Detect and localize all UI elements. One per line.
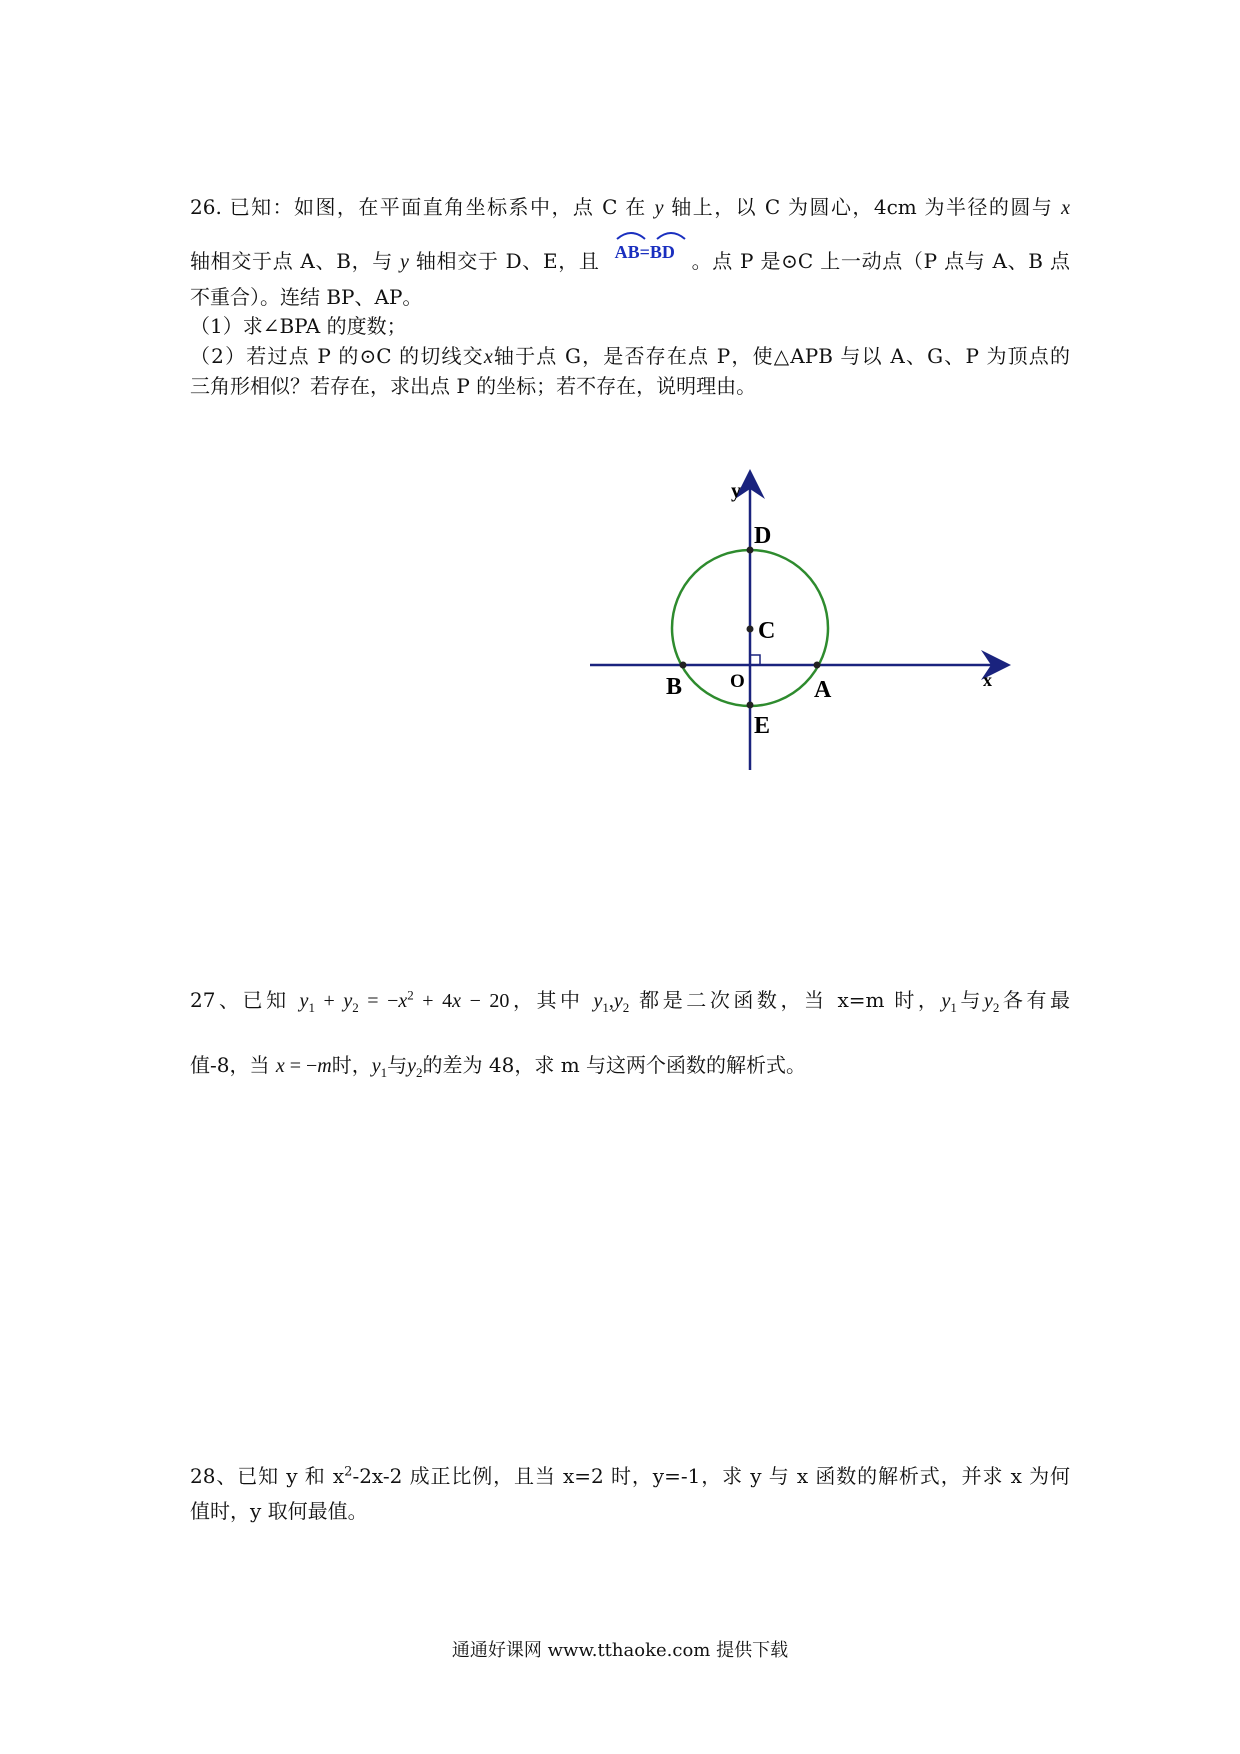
label-a: A xyxy=(814,677,832,703)
right-angle-mark xyxy=(750,655,760,665)
text: （2）若过点 P 的⊙C 的切线交 xyxy=(190,344,484,368)
plus-four: + 4 xyxy=(413,990,453,1012)
var-x: x xyxy=(452,990,462,1012)
subscript: 1 xyxy=(950,1000,957,1015)
var-y: y xyxy=(371,1055,381,1077)
var-x: x xyxy=(275,1055,285,1077)
point-d xyxy=(747,547,754,554)
label-e: E xyxy=(754,713,771,739)
label-c: C xyxy=(758,618,776,644)
minus-twenty: − 20 xyxy=(461,990,510,1012)
problem-27-line-1 xyxy=(190,985,1070,1016)
text: 轴于点 G，是否存在点 P，使△APB 与以 A、G、P 为顶点的 xyxy=(492,344,1070,368)
text: 的差为 48，求 m 与这两个函数的解析式。 xyxy=(422,1053,807,1077)
arc-text: AB=BD xyxy=(614,242,675,262)
text: 与 xyxy=(956,988,984,1012)
text: 三角形相似？若存在，求出点 P 的坐标；若不存在，说明理由。 xyxy=(190,374,757,398)
subscript: 1 xyxy=(602,1000,609,1015)
var-y: y xyxy=(613,990,623,1012)
label-y: y xyxy=(731,480,741,502)
var-y: y xyxy=(399,251,409,273)
var-x: x xyxy=(1061,197,1070,219)
label-b: B xyxy=(666,674,683,700)
var-y: y xyxy=(299,990,309,1012)
text: 不重合）。连结 BP、AP。 xyxy=(190,285,423,309)
subscript: 2 xyxy=(416,1065,423,1080)
equals-minus: = − xyxy=(284,1055,318,1077)
text: （1）求∠BPA 的度数； xyxy=(190,314,407,338)
subscript: 1 xyxy=(380,1065,388,1080)
text: -2x-2 成正比例，且当 x=2 时，y=-1，求 y 与 x 函数的解析式，并求 x 为何 xyxy=(352,1464,1070,1488)
equals-minus: = − xyxy=(358,990,399,1012)
label-o: O xyxy=(730,671,745,692)
plus: + xyxy=(314,990,344,1012)
point-b xyxy=(680,662,687,669)
label-d: D xyxy=(754,523,772,549)
var-y: y xyxy=(983,990,993,1012)
problem-28-line-1 xyxy=(190,1461,1070,1491)
subscript: 2 xyxy=(992,1000,1000,1015)
var-y: y xyxy=(343,990,353,1012)
problem-28-line-2 xyxy=(190,1496,1070,1526)
text: ，其中 xyxy=(509,988,594,1012)
text: 值时，y 取何最值。 xyxy=(190,1499,368,1523)
subscript: 2 xyxy=(622,1000,630,1015)
var-y: y xyxy=(593,990,603,1012)
text: 26. 已知：如图，在平面直角坐标系中，点 C 在 xyxy=(190,195,655,219)
text: 各有最 xyxy=(999,988,1071,1012)
text: 值-8，当 xyxy=(190,1053,276,1077)
point-e xyxy=(747,702,754,709)
text: 28、已知 y 和 x xyxy=(190,1464,345,1488)
text: 时， xyxy=(331,1053,372,1077)
point-a xyxy=(814,662,821,669)
text: 轴上，以 C 为圆心，4cm 为半径的圆与 xyxy=(663,195,1062,219)
subscript: 1 xyxy=(308,1000,315,1015)
var-y: y xyxy=(654,197,664,219)
comma: , xyxy=(608,990,614,1012)
var-y: y xyxy=(941,990,951,1012)
label-x: x xyxy=(983,670,992,690)
text: 轴相交于点 A、B，与 xyxy=(190,249,400,273)
var-x: x xyxy=(398,990,408,1012)
text: 轴相交于 D、E，且 xyxy=(408,249,607,273)
subscript: 2 xyxy=(352,1000,359,1015)
superscript: 2 xyxy=(344,1464,353,1480)
text: 都是二次函数，当 x=m 时， xyxy=(629,988,942,1012)
footer-credit: 通通好课网 www.tthaoke.com 提供下载 xyxy=(451,1640,789,1661)
coordinate-figure xyxy=(0,0,1240,800)
var-x: x xyxy=(483,346,493,368)
var-y: y xyxy=(407,1055,417,1077)
var-m: m xyxy=(317,1055,332,1077)
point-c xyxy=(747,626,754,633)
problem-27-line-2 xyxy=(190,1050,1070,1081)
text: 27、已知 xyxy=(190,988,300,1012)
text: 。点 P 是⊙C 上一动点（P 点与 A、B 点 xyxy=(690,249,1070,273)
superscript: 2 xyxy=(407,987,414,1003)
text: 与 xyxy=(387,1053,408,1077)
